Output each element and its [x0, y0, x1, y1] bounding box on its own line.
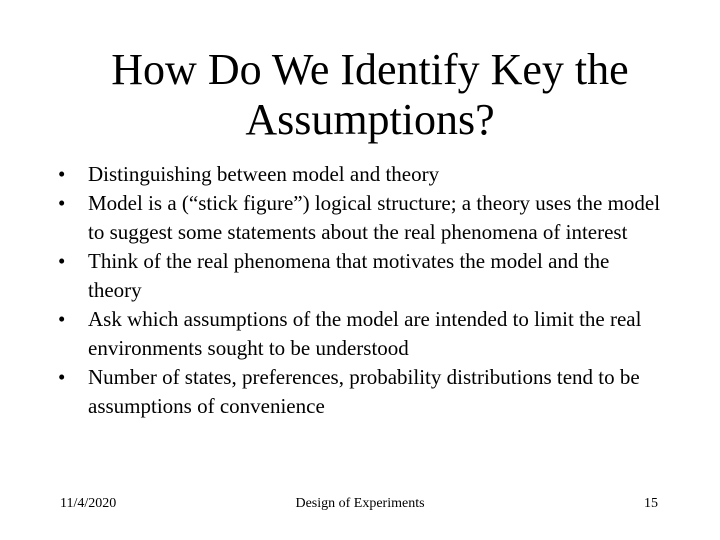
- bullet-text: Model is a (“stick figure”) logical structure; a theory uses the model to suggest some statements about the real phenomena of interest: [88, 191, 661, 244]
- slide-title-line-2: Assumptions?: [245, 95, 495, 144]
- bullet-text: Distinguishing between model and theory: [88, 162, 440, 186]
- slide-title-line-1: How Do We Identify Key the: [111, 45, 629, 94]
- bullet-marker: •: [58, 162, 66, 186]
- bullet-marker: •: [58, 307, 66, 331]
- bullet-item: [56, 363, 666, 421]
- footer-date: 11/4/2020: [60, 496, 117, 511]
- bullet-text: Number of states, preferences, probability distributions tend to be assumptions of convenience: [88, 365, 640, 418]
- page-number: 15: [644, 496, 658, 511]
- bullet-list: [56, 160, 666, 421]
- bullet-marker: •: [58, 191, 66, 215]
- footer-title: Design of Experiments: [295, 496, 425, 511]
- slide-title: [60, 45, 680, 145]
- bullet-item: [56, 247, 666, 305]
- bullet-item: [56, 305, 666, 363]
- bullet-text: Ask which assumptions of the model are intended to limit the real environments sought to be understood: [88, 307, 642, 360]
- bullet-item: [56, 160, 666, 189]
- bullet-item: [56, 189, 666, 247]
- bullet-marker: •: [58, 249, 66, 273]
- bullet-text: Think of the real phenomena that motivates the model and the theory: [88, 249, 610, 302]
- bullet-marker: •: [58, 365, 66, 389]
